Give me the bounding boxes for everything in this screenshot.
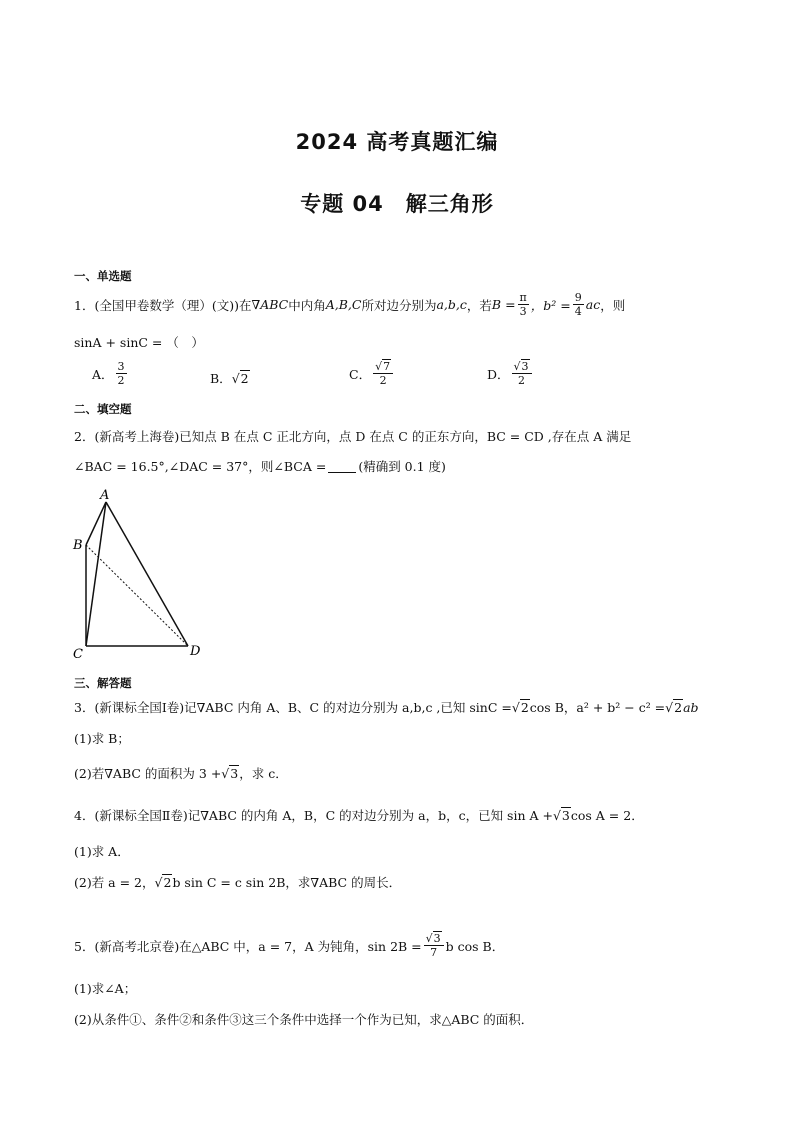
q2-label-d: D — [190, 644, 201, 659]
q2-line2: ∠BAC = 16.5°,∠DAC = 37°，则∠BCA = (精确到 0.1 度) — [74, 459, 446, 474]
q5-part2: (2)从条件①、条件②和条件③这三个条件中选择一个作为已知，求△ABC 的面积． — [74, 1012, 534, 1027]
q1-frac-9-4: $\frac{9}{4}$ — [574, 291, 582, 318]
q1-b2: ，b² = — [530, 297, 571, 313]
q4-part2: (2)若 a = 2， √2 b sin C = c sin 2B，求∇ABC 的周长． — [74, 874, 402, 890]
q1-mid2: 所对边分别为 — [361, 297, 437, 313]
q1-option-c: C． $\frac{√7}{2}$ — [349, 361, 395, 386]
q1-option-d: D． $\frac{√3}{2}$ — [487, 361, 534, 386]
q1-line2: sinA + sinC = （ ） — [74, 335, 204, 350]
q2-label-b: B — [73, 538, 83, 553]
section-fill-blank: 二、填空题 — [74, 402, 132, 416]
q1-angles: A,B,C — [325, 297, 362, 312]
q3-part2: (2)若∇ABC 的面积为 3 + √3 ，求 c． — [74, 765, 288, 781]
q1-cond: ，若 — [466, 297, 492, 313]
section-answer: 三、解答题 — [74, 676, 132, 690]
q1-option-a: A． $\frac{3}{2}$ — [92, 360, 125, 387]
q2-answer-blank — [328, 460, 356, 473]
q1-tri: ∇ABC — [251, 297, 289, 312]
q4-part1: (1)求 A． — [74, 844, 130, 859]
q2-line1: 2．(新高考上海卷)已知点 B 在点 C 正北方向，点 D 在点 C 的正东方向，BC = CD ,存在点 A 满足 — [74, 429, 632, 444]
q5-line1: 5．(新高考北京卷)在△ABC 中，a = 7，A 为钝角，sin 2B = $\frac{√3}{7}$ b cos B． — [74, 932, 505, 959]
q1-frac-pi-3: $\frac{\pi}{3}$ — [519, 291, 527, 318]
q5-part1: (1)求∠A； — [74, 981, 137, 996]
q1-tail: ，则 — [600, 297, 626, 313]
page-subtitle: 专题 04 解三角形 — [300, 192, 494, 216]
q2-label-c: C — [73, 647, 83, 662]
q1-ac: ac — [585, 297, 601, 312]
q1-b-eq: B = — [491, 297, 516, 312]
q2-triangle-figure — [70, 487, 210, 662]
page-title: 2024 高考真题汇编 — [295, 130, 499, 154]
q3-part1: (1)求 B； — [74, 731, 130, 746]
q1-line1 — [74, 292, 625, 317]
section-single-choice: 一、单选题 — [74, 269, 132, 283]
q4-line1: 4．(新课标全国Ⅱ卷)记∇ABC 的内角 A，B，C 的对边分别为 a，b，c，已知 sin A + √3 cos A = 2． — [74, 807, 644, 823]
q1-sides: a,b,c — [436, 297, 467, 312]
q1-option-b: B． √2 — [210, 370, 249, 386]
q3-line1: 3．(新课标全国Ⅰ卷)记∇ABC 内角 A、B、C 的对边分别为 a,b,c ,已知 sinC = √2 cos B，a² + b² − c² = √2 ab — [74, 699, 699, 715]
q1-prefix: 1．(全国甲卷数学（理）(文))在 — [74, 297, 252, 313]
q2-label-a: A — [100, 488, 110, 503]
q1-mid: 中内角 — [288, 297, 326, 313]
